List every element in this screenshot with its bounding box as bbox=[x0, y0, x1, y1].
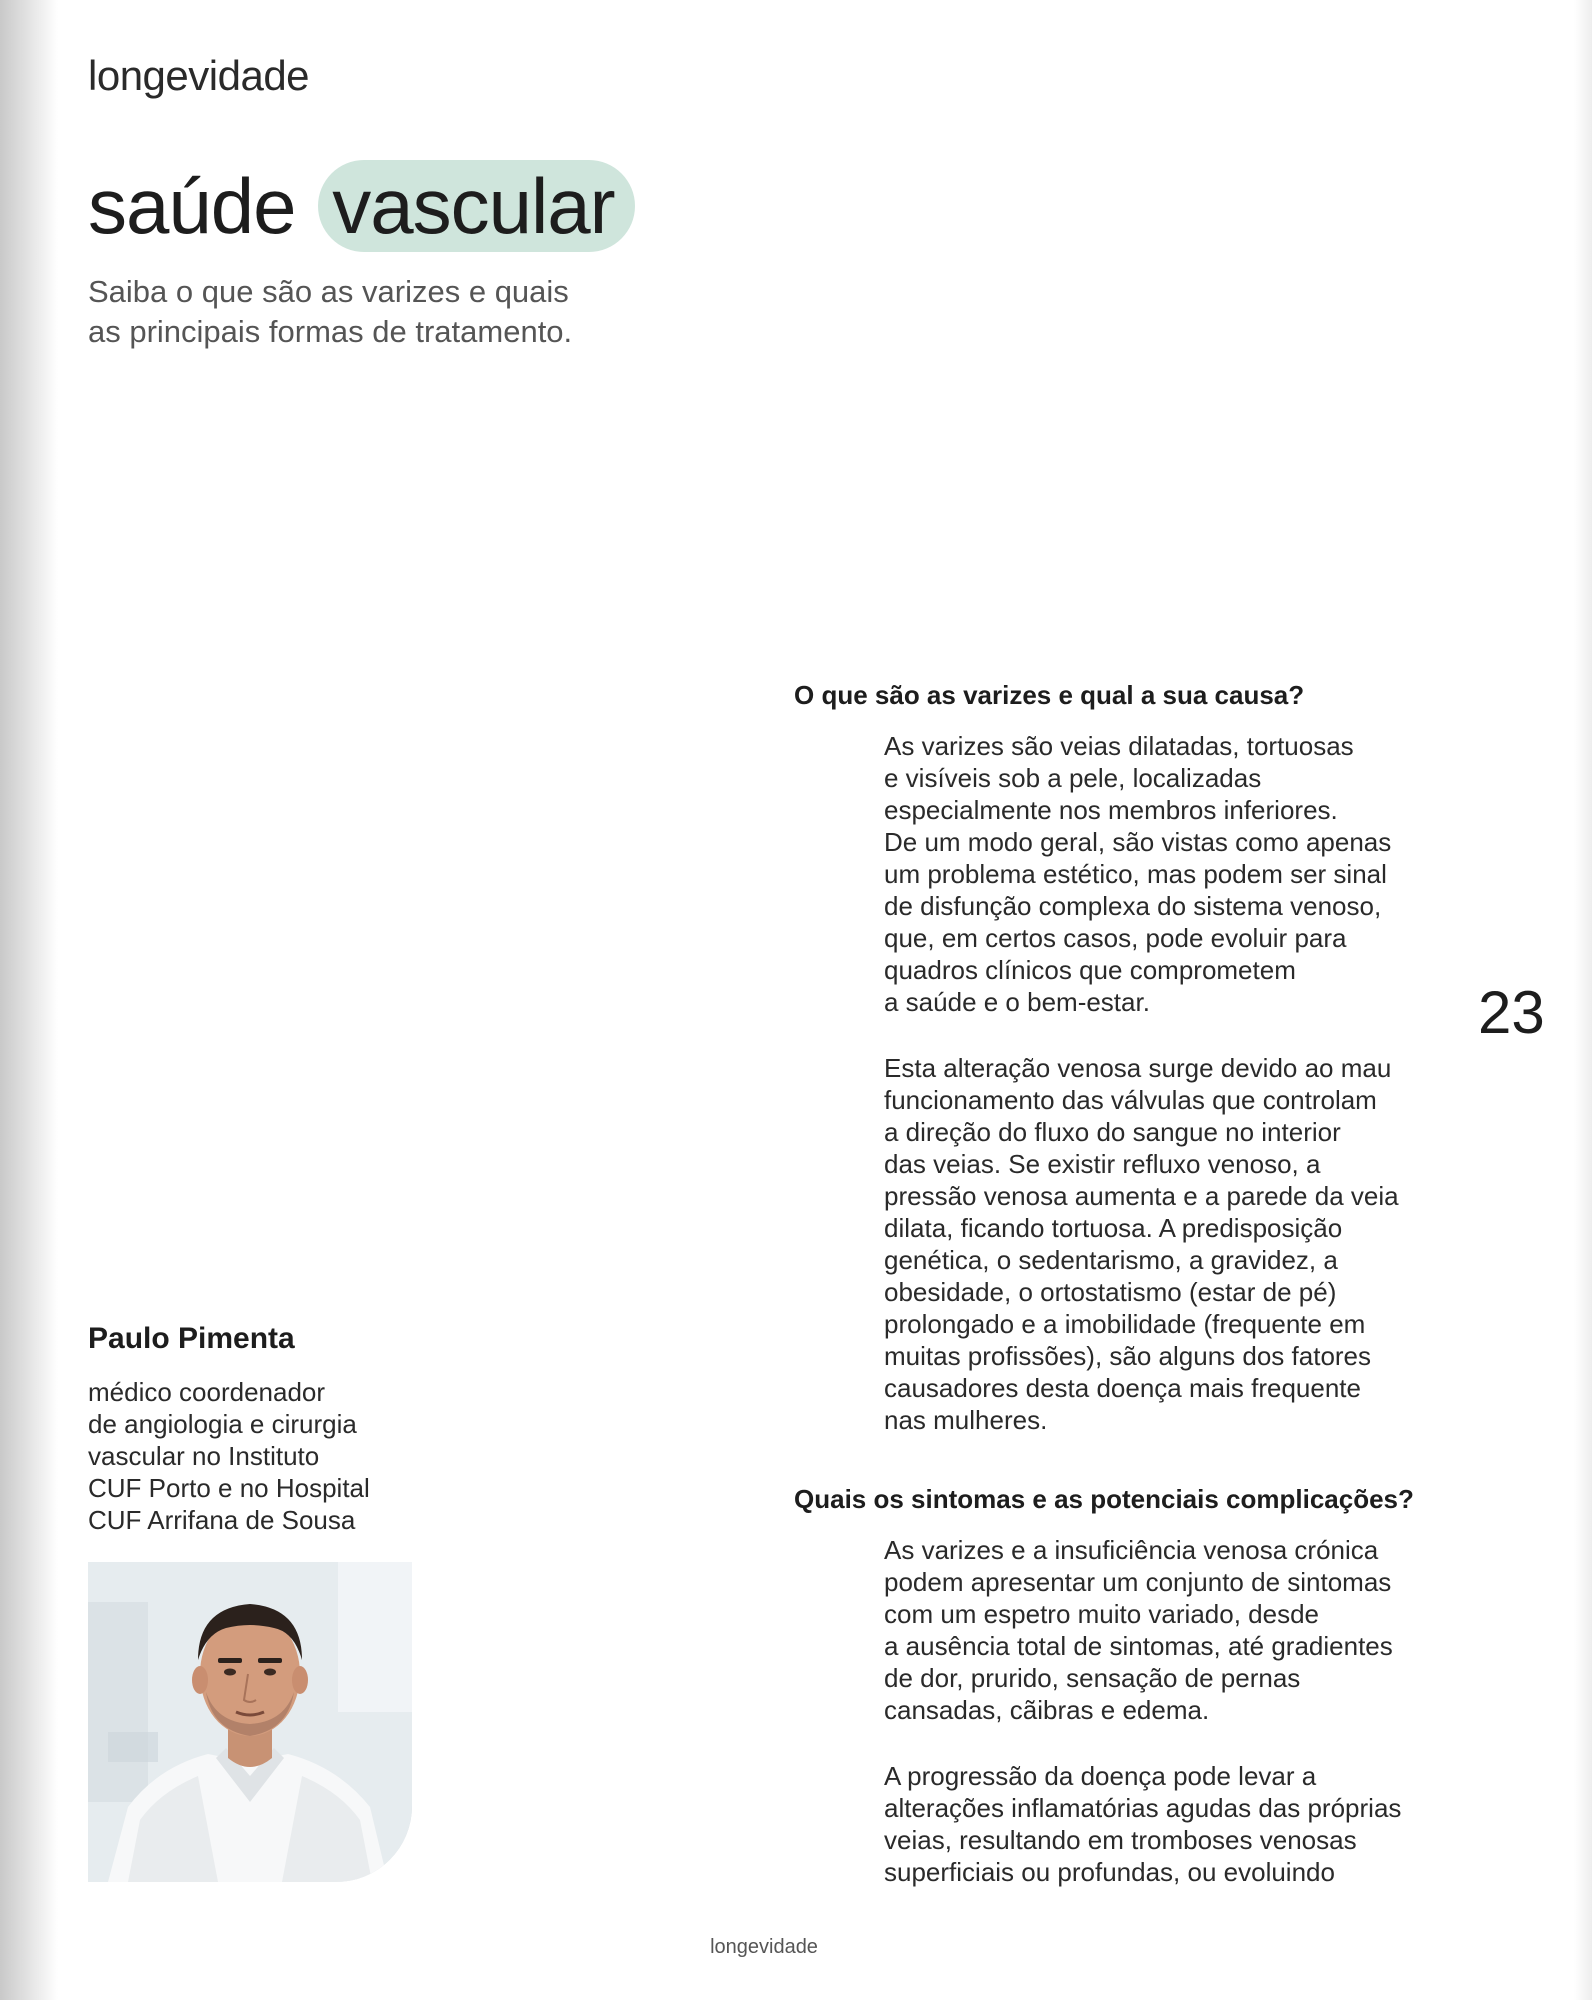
page-gutter-shadow bbox=[0, 0, 58, 2000]
paragraph-line: As varizes são veias dilatadas, tortuosas bbox=[884, 731, 1354, 761]
paragraph-line: obesidade, o ortostatismo (estar de pé) bbox=[884, 1277, 1337, 1307]
author-role-line: médico coordenador bbox=[88, 1377, 326, 1407]
subtitle-line: as principais formas de tratamento. bbox=[88, 314, 573, 349]
paragraph-line: especialmente nos membros inferiores. bbox=[884, 795, 1338, 825]
author-role bbox=[88, 1376, 418, 1536]
author-role-line: CUF Arrifana de Sousa bbox=[88, 1505, 356, 1535]
paragraph-line: um problema estético, mas podem ser sinal bbox=[884, 859, 1387, 889]
paragraph-line: A progressão da doença pode levar a bbox=[884, 1761, 1317, 1791]
paragraph-line: prolongado e a imobilidade (frequente em bbox=[884, 1309, 1366, 1339]
paragraph-line: De um modo geral, são vistas como apenas bbox=[884, 827, 1392, 857]
paragraph-line: a ausência total de sintomas, até gradientes bbox=[884, 1631, 1393, 1661]
author-portrait bbox=[88, 1562, 412, 1882]
paragraph-1 bbox=[884, 730, 1444, 1018]
paragraph-line: dilata, ficando tortuosa. A predisposição bbox=[884, 1213, 1343, 1243]
paragraph-line: As varizes e a insuficiência venosa crónica bbox=[884, 1535, 1379, 1565]
paragraph-line: das veias. Se existir refluxo venoso, a bbox=[884, 1149, 1321, 1179]
paragraph-line: causadores desta doença mais frequente bbox=[884, 1373, 1361, 1403]
page-title bbox=[88, 156, 635, 256]
paragraph-3 bbox=[884, 1534, 1444, 1726]
page-edge-shadow bbox=[1574, 0, 1592, 2000]
subtitle bbox=[88, 272, 648, 352]
paragraph-line: a direção do fluxo do sangue no interior bbox=[884, 1117, 1341, 1147]
paragraph-line: quadros clínicos que comprometem bbox=[884, 955, 1296, 985]
paragraph-line: muitas profissões), são alguns dos fatores bbox=[884, 1341, 1372, 1371]
paragraph-line: e visíveis sob a pele, localizadas bbox=[884, 763, 1262, 793]
paragraph-line: Esta alteração venosa surge devido ao mau bbox=[884, 1053, 1392, 1083]
author-role-line: CUF Porto e no Hospital bbox=[88, 1473, 370, 1503]
paragraph-line: funcionamento das válvulas que controlam bbox=[884, 1085, 1377, 1115]
author-role-line: vascular no Instituto bbox=[88, 1441, 320, 1471]
paragraph-line: de dor, prurido, sensação de pernas bbox=[884, 1663, 1301, 1693]
paragraph-line: de disfunção complexa do sistema venoso, bbox=[884, 891, 1382, 921]
question-heading-1: O que são as varizes e qual a sua causa? bbox=[794, 680, 1305, 710]
portrait-illustration bbox=[88, 1562, 412, 1882]
paragraph-2 bbox=[884, 1052, 1444, 1436]
paragraph-line: a saúde e o bem-estar. bbox=[884, 987, 1150, 1017]
paragraph-line: com um espetro muito variado, desde bbox=[884, 1599, 1319, 1629]
paragraph-line: podem apresentar um conjunto de sintomas bbox=[884, 1567, 1392, 1597]
paragraph-4 bbox=[884, 1760, 1444, 1888]
paragraph-line: pressão venosa aumenta e a parede da veia bbox=[884, 1181, 1399, 1211]
paragraph-line: genética, o sedentarismo, a gravidez, a bbox=[884, 1245, 1338, 1275]
author-name: Paulo Pimenta bbox=[88, 1322, 295, 1355]
section-label: longevidade bbox=[88, 52, 310, 99]
page-number: 23 bbox=[1478, 979, 1545, 1046]
author-role-line: de angiologia e cirurgia bbox=[88, 1409, 357, 1439]
paragraph-line: superficiais ou profundas, ou evoluindo bbox=[884, 1857, 1335, 1887]
paragraph-line: que, em certos casos, pode evoluir para bbox=[884, 923, 1347, 953]
subtitle-line: Saiba o que são as varizes e quais bbox=[88, 274, 569, 309]
title-part-1: saúde bbox=[88, 162, 296, 250]
paragraph-line: veias, resultando em tromboses venosas bbox=[884, 1825, 1357, 1855]
paragraph-line: nas mulheres. bbox=[884, 1405, 1048, 1435]
paragraph-line: alterações inflamatórias agudas das próprias bbox=[884, 1793, 1402, 1823]
title-highlight: vascular bbox=[318, 160, 634, 252]
question-heading-2: Quais os sintomas e as potenciais complicações? bbox=[794, 1484, 1414, 1514]
paragraph-line: cansadas, cãibras e edema. bbox=[884, 1695, 1210, 1725]
footer-label: longevidade bbox=[710, 1936, 818, 1958]
